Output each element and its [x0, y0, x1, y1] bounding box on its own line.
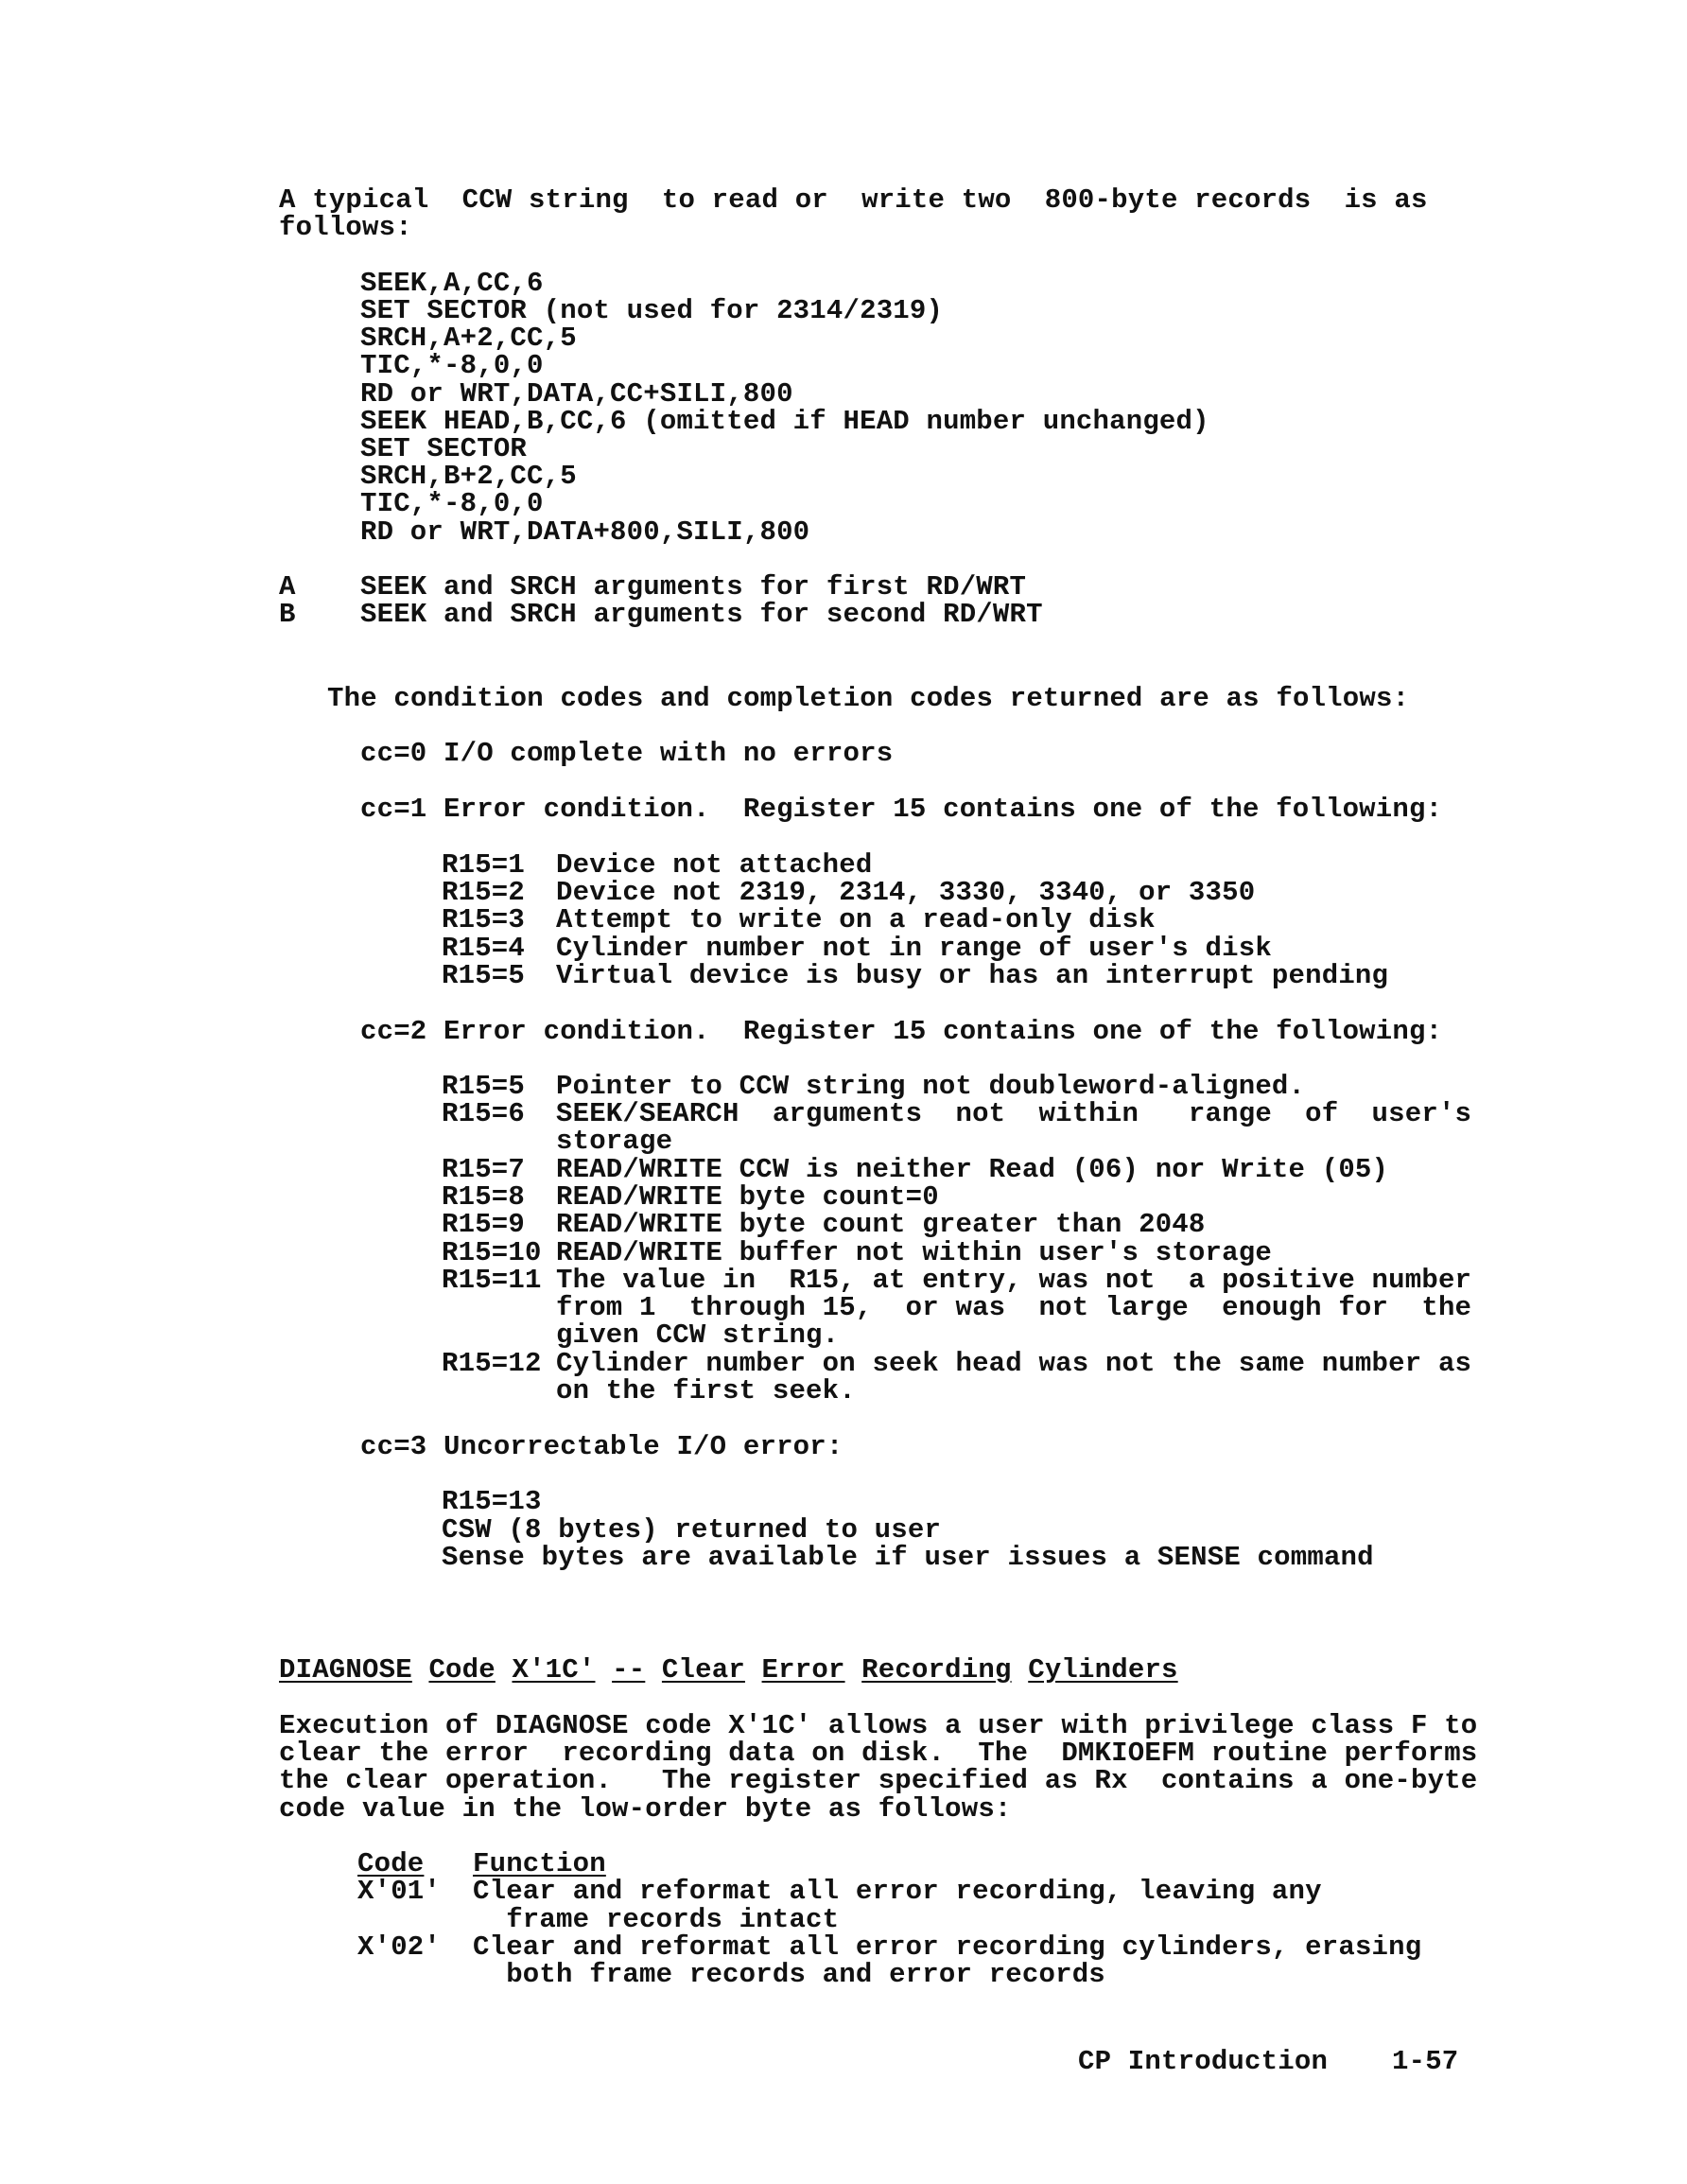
return-code: R15=5 [442, 960, 526, 991]
table-code: X'02' [357, 1931, 442, 1963]
section-paragraph-line: the clear operation. The register specified as Rx contains a one-byte [279, 1765, 1478, 1796]
return-code: R15=2 [442, 877, 526, 908]
return-code-text: given CCW string. [556, 1319, 840, 1351]
return-code: R15=3 [442, 904, 526, 935]
section-paragraph-line: code value in the low-order byte as follows: [279, 1793, 1012, 1825]
return-code-text: Cylinder number not in range of user's disk [556, 933, 1272, 964]
return-code-text: Device not 2319, 2314, 3330, 3340, or 3350 [556, 877, 1256, 908]
return-code-text: Virtual device is busy or has an interrupt pending [556, 960, 1389, 991]
ccw-line: TIC,*-8,0,0 [360, 488, 544, 519]
intro-line-2: follows: [279, 212, 412, 243]
return-code: R15=12 [442, 1348, 542, 1379]
heading-word: Error [761, 1654, 845, 1686]
return-code: R15=11 [442, 1265, 542, 1296]
heading-word: X'1C' [512, 1654, 596, 1686]
return-code-text: READ/WRITE buffer not within user's storage [556, 1237, 1272, 1268]
legend-text: SEEK and SRCH arguments for first RD/WRT [360, 571, 1027, 603]
return-code: R15=5 [442, 1071, 526, 1102]
ccw-line: TIC,*-8,0,0 [360, 350, 544, 381]
return-code: R15=4 [442, 933, 526, 964]
ccw-line: SRCH,A+2,CC,5 [360, 323, 577, 354]
ccw-line: SET SECTOR (not used for 2314/2319) [360, 295, 944, 326]
heading-word: Cylinders [1028, 1654, 1178, 1686]
return-code-text: READ/WRITE byte count=0 [556, 1181, 939, 1213]
legend-text: SEEK and SRCH arguments for second RD/WRT [360, 599, 1043, 630]
return-code-text: READ/WRITE byte count greater than 2048 [556, 1209, 1206, 1240]
heading-word: -- [612, 1654, 646, 1686]
section-paragraph-line: Execution of DIAGNOSE code X'1C' allows a user with privilege class F to [279, 1710, 1478, 1741]
ccw-line: SEEK,A,CC,6 [360, 268, 544, 299]
intro-line-1: A typical CCW string to read or write two 800-byte records is as [279, 184, 1428, 216]
return-code-text: Attempt to write on a read-only disk [556, 904, 1156, 935]
return-code-text: SEEK/SEARCH arguments not within range of user's [556, 1098, 1472, 1129]
return-code-text: Pointer to CCW string not doubleword-aligned. [556, 1071, 1306, 1102]
heading-word: Recording [861, 1654, 1012, 1686]
return-code: R15=1 [442, 849, 526, 881]
table-code: X'01' [357, 1876, 442, 1907]
return-code: R15=8 [442, 1181, 526, 1213]
table-header-code: Code [357, 1848, 425, 1879]
ccw-line: SEEK HEAD,B,CC,6 (omitted if HEAD number unchanged) [360, 406, 1209, 437]
table-function-line: Clear and reformat all error recording cylinders, erasing [473, 1931, 1422, 1963]
table-function-line: Clear and reformat all error recording, leaving any [473, 1876, 1322, 1907]
cc3-heading: cc=3 Uncorrectable I/O error: [360, 1431, 844, 1462]
heading-word: Code [428, 1654, 496, 1686]
return-code: R15=10 [442, 1237, 542, 1268]
return-code-text: on the first seek. [556, 1375, 856, 1406]
ccw-line: SRCH,B+2,CC,5 [360, 461, 577, 492]
return-code: R15=6 [442, 1098, 526, 1129]
ccw-line: RD or WRT,DATA,CC+SILI,800 [360, 378, 793, 410]
table-header-function: Function [473, 1848, 606, 1879]
section-paragraph-line: clear the error recording data on disk. The DMKIOEFM routine performs [279, 1738, 1478, 1769]
ccw-line: SET SECTOR [360, 433, 528, 464]
heading-word: DIAGNOSE [279, 1654, 412, 1686]
return-code-text: READ/WRITE CCW is neither Read (06) nor Write (05) [556, 1154, 1389, 1185]
cc0-line: cc=0 I/O complete with no errors [360, 738, 894, 769]
return-code: R15=7 [442, 1154, 526, 1185]
section-heading [279, 1656, 1178, 1685]
heading-word: Clear [661, 1654, 745, 1686]
cc3-line: R15=13 [442, 1486, 542, 1517]
return-code-text: from 1 through 15, or was not large enough for the [556, 1292, 1472, 1323]
ccw-line: RD or WRT,DATA+800,SILI,800 [360, 516, 810, 548]
table-function-line: frame records intact [473, 1904, 840, 1935]
legend-key: A [279, 571, 296, 603]
cc3-line: Sense bytes are available if user issues a SENSE command [442, 1542, 1374, 1573]
cc3-line: CSW (8 bytes) returned to user [442, 1514, 942, 1546]
return-code-text: storage [556, 1126, 673, 1157]
legend-key: B [279, 599, 296, 630]
footer-label: CP Introduction [1078, 2046, 1329, 2077]
cc1-heading: cc=1 Error condition. Register 15 contains one of the following: [360, 794, 1443, 825]
table-function-line: both frame records and error records [473, 1959, 1105, 1990]
page-number: 1-57 [1392, 2046, 1459, 2077]
return-code-text: The value in R15, at entry, was not a positive number [556, 1265, 1472, 1296]
return-code: R15=9 [442, 1209, 526, 1240]
return-code-text: Device not attached [556, 849, 873, 881]
cc2-heading: cc=2 Error condition. Register 15 contains one of the following: [360, 1016, 1443, 1047]
codes-intro: The condition codes and completion codes returned are as follows: [327, 683, 1410, 714]
return-code-text: Cylinder number on seek head was not the same number as [556, 1348, 1472, 1379]
